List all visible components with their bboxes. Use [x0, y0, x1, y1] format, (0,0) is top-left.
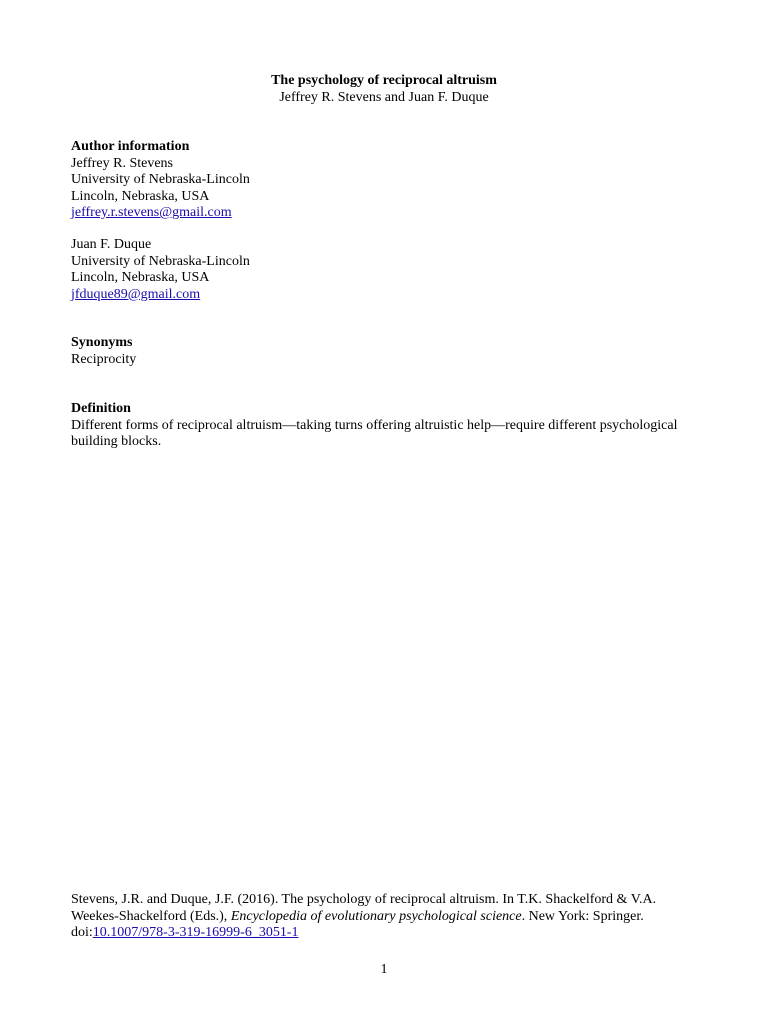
author-2-email-link[interactable]: jfduque89@gmail.com: [71, 286, 201, 302]
author-1-affiliation: University of Nebraska-Lincoln: [71, 172, 250, 187]
author-information-section: [71, 139, 691, 222]
author-2-location: Lincoln, Nebraska, USA: [71, 270, 210, 285]
definition-section: [71, 401, 691, 451]
author-2-block: [71, 237, 691, 303]
definition-text: Different forms of reciprocal altruism—taking turns offering altruistic help—require different psychological building blocks.: [71, 417, 678, 449]
document-authors: Jeffrey R. Stevens and Juan F. Duque: [279, 89, 489, 105]
author-information-heading: Author information: [71, 139, 190, 154]
author-2-name: Juan F. Duque: [71, 237, 152, 252]
citation-block: [71, 892, 691, 942]
author-1-email-link[interactable]: jeffrey.r.stevens@gmail.com: [71, 205, 232, 220]
author-2-affiliation: University of Nebraska-Lincoln: [71, 253, 250, 269]
title-block: [0, 73, 768, 106]
author-1-location: Lincoln, Nebraska, USA: [71, 188, 210, 204]
definition-heading: Definition: [71, 401, 131, 416]
synonyms-text: Reciprocity: [71, 351, 137, 367]
citation-text: Stevens, J.R. and Duque, J.F. (2016). The psychology of reciprocal altruism. In T.K. Shackelford & V.A. Weekes-Shackelford (Eds.),: [71, 892, 657, 924]
citation-journal: Encyclopedia of evolutionary psychological science: [230, 908, 522, 924]
citation-publisher: . New York: Springer.: [521, 908, 644, 924]
page-number: 1: [380, 962, 388, 977]
citation-doi-prefix: doi:: [71, 925, 93, 940]
synonyms-heading: Synonyms: [71, 335, 133, 350]
synonyms-section: [71, 335, 691, 368]
citation-doi-link[interactable]: 10.1007/978-3-319-16999-6_3051-1: [92, 925, 299, 940]
author-1-name: Jeffrey R. Stevens: [71, 155, 173, 171]
document-title: The psychology of reciprocal altruism: [271, 73, 497, 88]
